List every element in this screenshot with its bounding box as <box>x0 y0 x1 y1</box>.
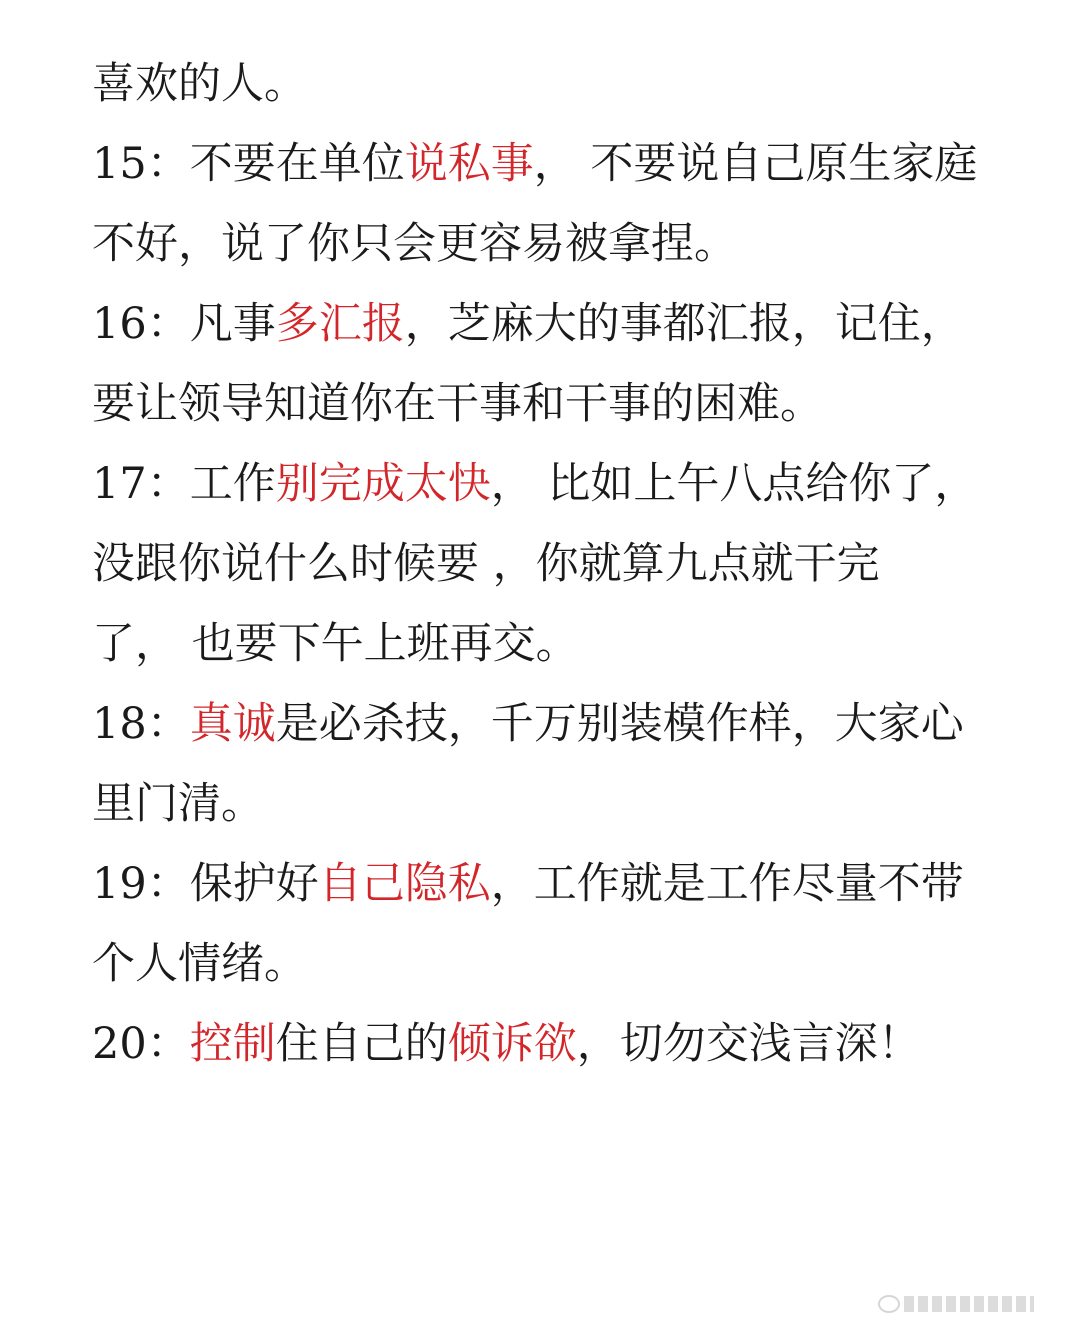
body-text: ，工作就是工作尽量不带 <box>490 859 964 909</box>
item-number: 15 <box>92 139 147 189</box>
highlight-text: 说私事 <box>404 139 534 189</box>
body-text: 里门清。 <box>92 779 264 829</box>
highlight-text: 多汇报 <box>275 299 405 349</box>
highlight-text: 控制 <box>189 1019 276 1069</box>
body-text: ： <box>146 1019 190 1069</box>
text-line <box>92 124 992 204</box>
text-line <box>92 604 992 684</box>
text-line <box>92 844 992 924</box>
watermark-logo-icon <box>878 1295 900 1313</box>
text-line <box>92 924 992 1004</box>
highlight-text: 自己隐私 <box>318 859 491 909</box>
highlight-text: 别完成太快 <box>275 459 491 509</box>
item-number: 19 <box>92 859 147 909</box>
body-text: 要让领导知道你在干事和干事的困难。 <box>92 379 823 429</box>
body-text: ，切勿交浅言深！ <box>576 1019 921 1069</box>
body-text: ：不要在单位 <box>146 139 405 189</box>
body-text: 个人情绪。 <box>92 939 307 989</box>
body-text: ，芝麻大的事都汇报，记住， <box>404 299 964 349</box>
text-line <box>92 44 992 124</box>
item-number: 16 <box>92 299 147 349</box>
text-line <box>92 764 992 844</box>
body-text: ， 比如上午八点给你了， <box>490 459 978 509</box>
body-text: 不好，说了你只会更容易被拿捏。 <box>92 219 737 269</box>
body-text: 喜欢的人。 <box>92 59 307 109</box>
watermark-mark <box>904 1296 1034 1312</box>
body-text: ：保护好 <box>146 859 319 909</box>
item-number: 18 <box>92 699 147 749</box>
item-number: 20 <box>92 1019 147 1069</box>
body-text: 了， 也要下午上班再交。 <box>92 619 579 669</box>
text-content <box>92 44 992 1084</box>
text-line <box>92 364 992 444</box>
body-text: ， 不要说自己原生家庭 <box>533 139 978 189</box>
body-text: ：凡事 <box>146 299 276 349</box>
item-number: 17 <box>92 459 147 509</box>
body-text: 是必杀技，千万别装模作样，大家心 <box>275 699 964 749</box>
text-line <box>92 284 992 364</box>
body-text: 没跟你说什么时候要 ，你就算九点就干完 <box>92 539 880 589</box>
body-text: ： <box>146 699 190 749</box>
highlight-text: 倾诉欲 <box>447 1019 577 1069</box>
text-line <box>92 1004 992 1084</box>
body-text: ：工作 <box>146 459 276 509</box>
text-line <box>92 684 992 764</box>
text-line <box>92 444 992 524</box>
text-line <box>92 204 992 284</box>
watermark <box>878 1293 1034 1315</box>
body-text: 住自己的 <box>275 1019 448 1069</box>
highlight-text: 真诚 <box>189 699 276 749</box>
text-line <box>92 524 992 604</box>
